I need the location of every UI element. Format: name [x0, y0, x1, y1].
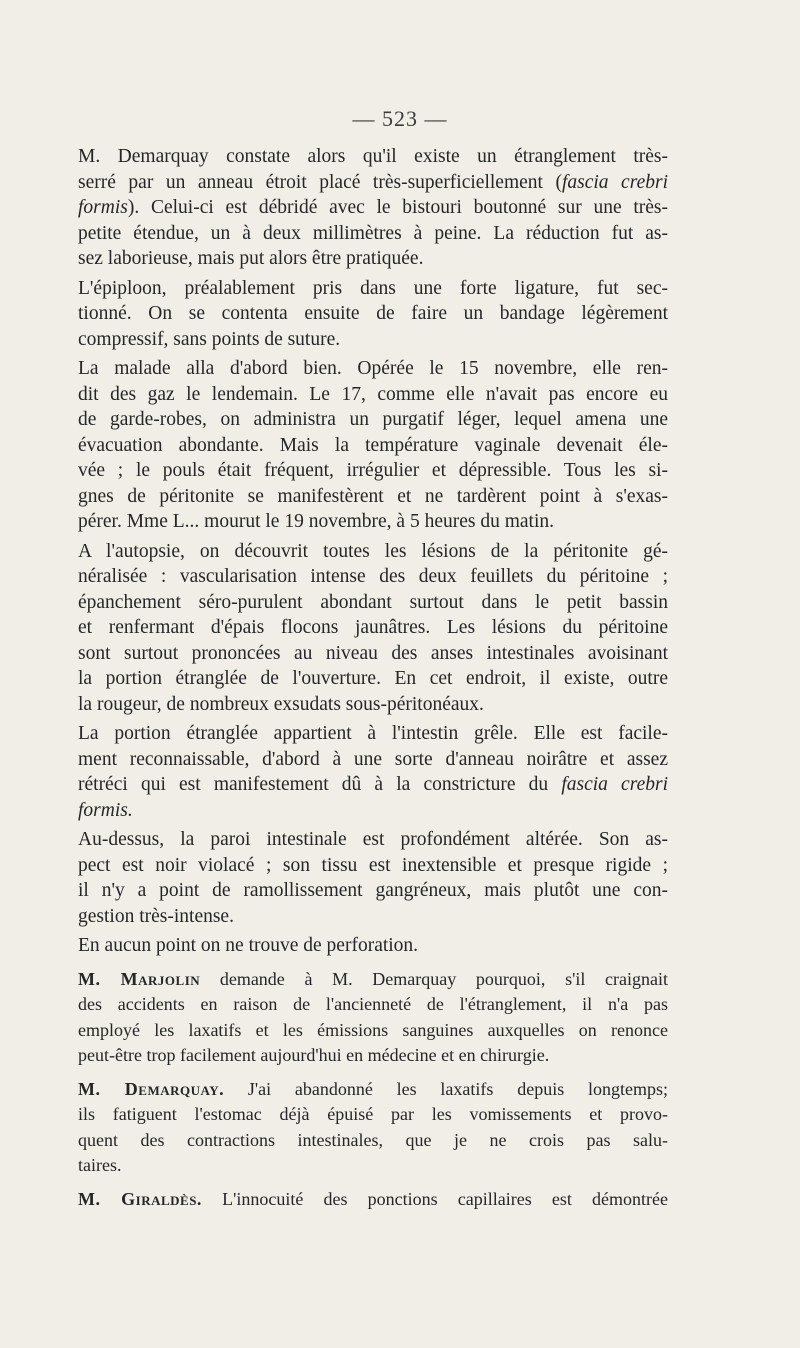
text-line: il n'y a point de ramollissement gangréneux, mais plutôt une con- — [78, 880, 668, 901]
text-line: M. Demarquay. J'ai abandonné les laxatifs depuis longtemps; — [78, 1078, 668, 1099]
paragraph — [78, 933, 668, 959]
text-line: peut-être trop facilement aujourd'hui en médecine et en chirurgie. — [78, 1045, 550, 1065]
paragraph — [78, 356, 668, 535]
text-line: évacuation abondante. Mais la température vaginale devenait éle- — [78, 434, 668, 456]
text-line: vée ; le pouls était fréquent, irrégulier et dépressible. Tous les si- — [78, 460, 668, 481]
paragraph — [78, 276, 668, 353]
text-line: En aucun point on ne trouve de perforation. — [78, 935, 419, 956]
speaker-block — [78, 1077, 668, 1179]
text-line: quent des contractions intestinales, que je ne crois pas salu- — [78, 1129, 668, 1150]
text-line: la portion étranglée de l'ouverture. En cet endroit, il existe, outre — [78, 668, 668, 689]
discussion — [78, 967, 668, 1213]
speaker-block — [78, 1187, 668, 1213]
text-line: M. Marjolin demande à M. Demarquay pourquoi, s'il craignait — [78, 968, 668, 989]
text-line: formis). Celui-ci est débridé avec le bistouri boutonné sur une très- — [78, 197, 668, 218]
text-line: pect est noir violacé ; son tissu est inextensible et presque rigide ; — [78, 854, 668, 876]
page-body — [78, 144, 668, 1212]
speaker-block — [78, 967, 668, 1069]
text-line: formis. — [78, 799, 133, 821]
text-line: sez laborieuse, mais put alors être pratiquée. — [78, 248, 424, 269]
speaker-name: M. Marjolin — [78, 968, 201, 989]
speaker-name: M. Demarquay. — [78, 1078, 225, 1099]
text-line: la rougeur, de nombreux exsudats sous-péritonéaux. — [78, 693, 484, 715]
text-line: M. Demarquay constate alors qu'il existe un étranglement très- — [78, 146, 668, 167]
paragraph — [78, 144, 668, 272]
text-line: rétréci qui est manifestement dû à la constricture du fascia crebri — [78, 774, 668, 795]
paragraph — [78, 721, 668, 823]
speaker-name: M. Giraldès. — [78, 1188, 202, 1209]
text-line: serré par un anneau étroit placé très-superficiellement (fascia crebri — [78, 171, 668, 193]
text-line: de garde-robes, on administra un purgatif léger, lequel amena une — [78, 409, 668, 430]
text-line: Au-dessus, la paroi intestinale est profondément altérée. Son as- — [78, 829, 668, 850]
text-line: A l'autopsie, on découvrit toutes les lésions de la péritonite gé- — [78, 540, 668, 562]
text-line: taires. — [78, 1155, 122, 1175]
text-line: pérer. Mme L... mourut le 19 novembre, à 5 heures du matin. — [78, 511, 554, 532]
text-line: épanchement séro-purulent abondant surtout dans le petit bassin — [78, 591, 668, 613]
text-line: et renfermant d'épais flocons jaunâtres. Les lésions du péritoine — [78, 617, 668, 638]
text-line: M. Giraldès. L'innocuité des ponctions capillaires est démontrée — [78, 1188, 668, 1209]
text-line: néralisée : vascularisation intense des deux feuillets du péritoine ; — [78, 566, 668, 587]
text-line: petite étendue, un à deux millimètres à peine. La réduction fut as- — [78, 222, 668, 244]
paragraph — [78, 539, 668, 718]
paragraph — [78, 827, 668, 929]
text-line: ils fatiguent l'estomac déjà épuisé par les vomissements et provo- — [78, 1104, 668, 1124]
text-line: dit des gaz le lendemain. Le 17, comme elle n'avait pas encore eu — [78, 383, 668, 405]
text-line: employé les laxatifs et les émissions sanguines auxquelles on renonce — [78, 1019, 668, 1040]
text-line: compressif, sans points de suture. — [78, 328, 341, 350]
text-line: gnes de péritonite se manifestèrent et ne tardèrent point à s'exas- — [78, 485, 668, 507]
text-line: des accidents en raison de l'ancienneté de l'étranglement, il n'a pas — [78, 994, 668, 1014]
text-line: sont surtout prononcées au niveau des anses intestinales avoisinant — [78, 642, 668, 664]
page-number: — 523 — — [352, 106, 448, 131]
text-line: L'épiploon, préalablement pris dans une forte ligature, fut sec- — [78, 277, 668, 299]
text-line: La portion étranglée appartient à l'intestin grêle. Elle est facile- — [78, 723, 668, 744]
text-line: gestion très-intense. — [78, 905, 234, 927]
text-line: tionné. On se contenta ensuite de faire un bandage légèrement — [78, 303, 668, 324]
text-line: La malade alla d'abord bien. Opérée le 15 novembre, elle ren- — [78, 358, 668, 379]
text-line: ment reconnaissable, d'abord à une sorte d'anneau noirâtre et assez — [78, 748, 668, 770]
